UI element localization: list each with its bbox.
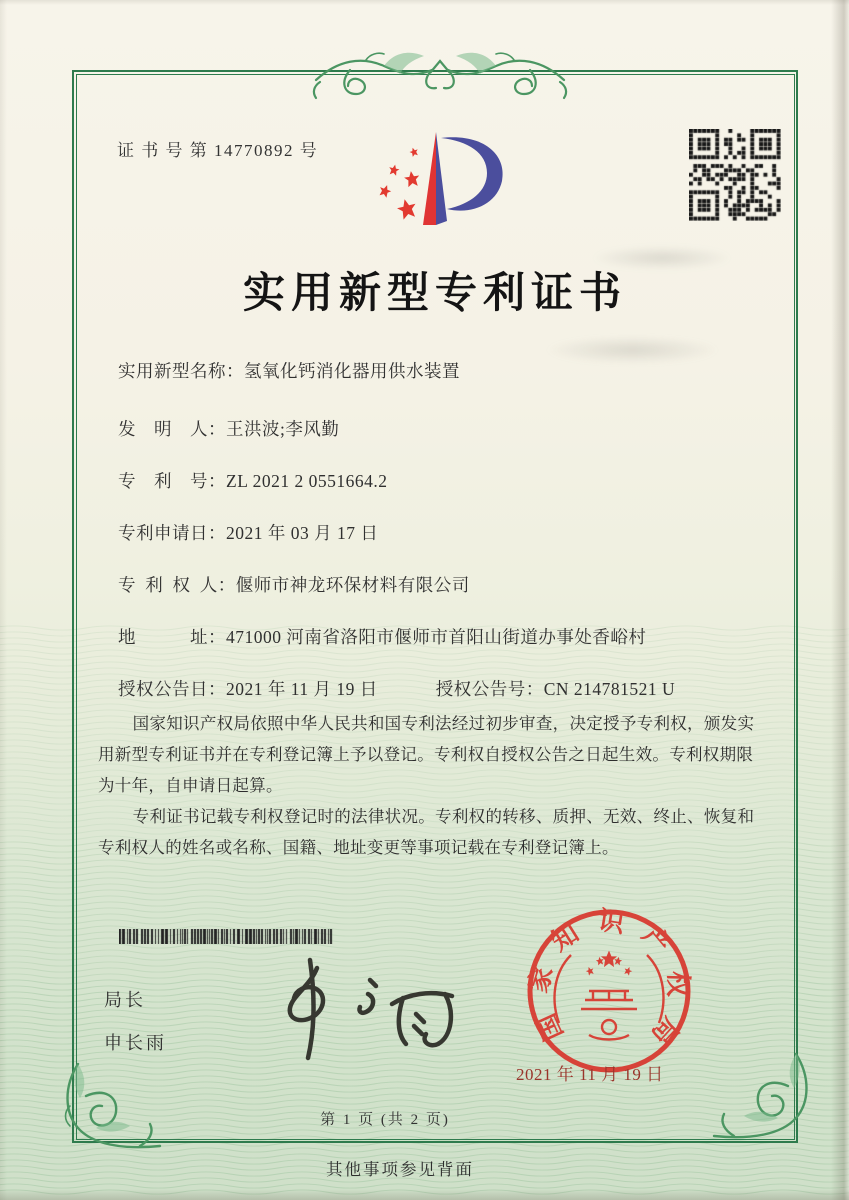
field-value: 氢氧化钙消化器用供水装置 xyxy=(244,361,460,381)
seal-date: 2021 年 11 月 19 日 xyxy=(516,1065,664,1084)
qr-code xyxy=(689,129,781,221)
director-block xyxy=(104,986,167,1055)
certificate-number: 证 书 号 第 14770892 号 xyxy=(117,141,319,160)
field-value: 2021 年 03 月 17 日 xyxy=(226,523,379,543)
barcode xyxy=(119,929,334,944)
official-seal xyxy=(523,905,695,1077)
field-label: 地 址： xyxy=(118,627,226,647)
field-value: 王洪波;李风勤 xyxy=(226,419,340,439)
back-note: 其他事项参见背面 xyxy=(326,1160,474,1179)
grant-no-value: CN 214781521 U xyxy=(543,679,676,699)
field-row xyxy=(118,520,778,546)
legal-text-section xyxy=(98,708,760,863)
seal-emblem-icon xyxy=(555,951,664,1040)
cnipa-logo xyxy=(353,121,523,236)
field-label: 专 利 号： xyxy=(118,471,226,491)
corner-flourish-right xyxy=(708,1052,818,1152)
field-row xyxy=(118,624,778,650)
logo-stars-icon xyxy=(377,146,420,220)
field-row xyxy=(118,468,778,494)
top-flourish-ornament xyxy=(310,46,570,106)
director-name: 申长雨 xyxy=(104,1033,167,1053)
field-value: 偃师市神龙环保材料有限公司 xyxy=(235,575,470,595)
field-row xyxy=(118,572,778,598)
signature-handwriting xyxy=(240,952,470,1067)
logo-p-icon xyxy=(423,132,503,225)
body-paragraph-1: 国家知识产权局依照中华人民共和国专利法经过初步审查，决定授予专利权，颁发实用新型专利证书并在专利登记簿上予以登记。专利权自授权公告之日起生效。专利权期限为十年，自申请日起算。 xyxy=(98,714,755,795)
director-title: 局长 xyxy=(104,990,146,1010)
field-row xyxy=(118,358,778,384)
field-value: ZL 2021 2 0551664.2 xyxy=(226,471,388,491)
field-label: 发 明 人： xyxy=(118,419,226,439)
field-label: 专利申请日： xyxy=(118,523,226,543)
fields-section xyxy=(118,358,778,728)
field-row xyxy=(118,416,778,442)
seal-ring-text: 国家知识产权局 xyxy=(523,905,693,1063)
body-paragraph-2: 专利证书记载专利权登记时的法律状况。专利权的转移、质押、无效、终止、恢复和专利权人的姓名或名称、国籍、地址变更等事项记载在专利登记簿上。 xyxy=(98,807,755,857)
grant-row xyxy=(118,676,778,702)
corner-flourish-left xyxy=(56,1062,166,1162)
grant-no-label: 授权公告号： xyxy=(435,679,544,699)
certificate-title: 实用新型专利证书 xyxy=(242,271,627,317)
field-value: 471000 河南省洛阳市偃师市首阳山街道办事处香峪村 xyxy=(226,627,647,647)
page-number: 第 1 页 (共 2 页) xyxy=(320,1112,450,1128)
grant-date-value: 2021 年 11 月 19 日 xyxy=(226,679,378,699)
field-label: 专 利 权 人： xyxy=(118,575,236,595)
field-label: 实用新型名称： xyxy=(118,361,244,381)
grant-date-label: 授权公告日： xyxy=(118,679,226,699)
